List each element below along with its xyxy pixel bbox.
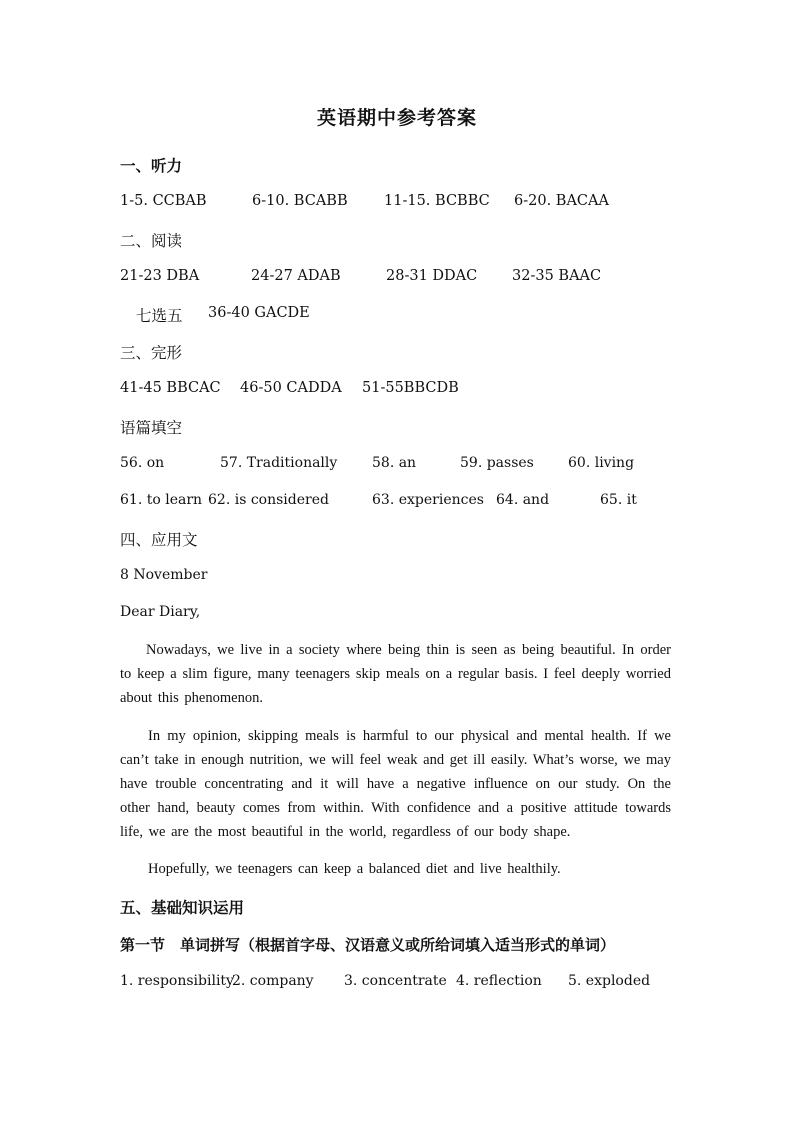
listening-answers-row (0, 193, 794, 215)
fill-answer: 56. on (120, 455, 165, 471)
spelling-answer: 3. concentrate (344, 973, 447, 989)
letter-date: 8 November (120, 567, 208, 583)
fill-answer: 64. and (496, 492, 550, 508)
heading-part1-spelling: 第一节 单词拼写（根据首字母、汉语意义或所给词填入适当形式的单词） (120, 936, 616, 954)
spelling-answer: 4. reflection (456, 973, 542, 989)
reading-answers-row (0, 268, 794, 290)
spelling-answers-row (0, 973, 794, 995)
spelling-answer: 5. exploded (568, 973, 651, 989)
reading-answer: 24-27 ADAB (251, 268, 341, 284)
heading-grammar-fill: 语篇填空 (120, 419, 183, 437)
spelling-answer: 2. company (232, 973, 314, 989)
fill-answer: 63. experiences (372, 492, 484, 508)
fill-answers-row-2 (0, 492, 794, 514)
heading-basics: 五、基础知识运用 (120, 898, 245, 917)
spelling-answer: 1. responsibility (120, 973, 234, 989)
cloze-answer: 46-50 CADDA (240, 380, 342, 396)
seven-choose-five-label: 七选五 (136, 307, 183, 325)
fill-answer: 65. it (600, 492, 637, 508)
heading-writing: 四、应用文 (120, 531, 198, 549)
cloze-answer: 41-45 BBCAC (120, 380, 221, 396)
fill-answer: 60. living (568, 455, 635, 471)
seven-choose-five-row (0, 305, 794, 327)
listening-answer: 6-10. BCABB (252, 193, 348, 209)
letter-paragraph-3: Hopefully, we teenagers can keep a balanced diet and live healthily. (148, 861, 561, 877)
reading-answer: 28-31 DDAC (386, 268, 478, 284)
heading-cloze: 三、完形 (120, 344, 183, 362)
reading-answer: 32-35 BAAC (512, 268, 602, 284)
reading-answer: 21-23 DBA (120, 268, 200, 284)
document-title: 英语期中参考答案 (316, 107, 477, 129)
listening-answer: 1-5. CCBAB (120, 193, 207, 209)
fill-answer: 59. passes (460, 455, 534, 471)
letter-paragraph-2: In my opinion, skipping meals is harmful to our physical and mental health. If we can’t take in enough nutrition, we will feel weak and get ill easily. What’s worse, we may have trouble concentrating and it will have a negative influence on our study. On the other hand, beauty comes from within. With confidence and a positive attitude towards life, we are the most beautiful in the world, regardless of our body shape. (120, 728, 671, 840)
fill-answer: 61. to learn (120, 492, 203, 508)
fill-answers-row-1 (0, 455, 794, 477)
seven-choose-five-answer: 36-40 GACDE (208, 305, 310, 321)
fill-answer: 62. is considered (208, 492, 329, 508)
fill-answer: 57. Traditionally (220, 455, 338, 471)
heading-listening: 一、听力 (120, 156, 183, 175)
fill-answer: 58. an (372, 455, 417, 471)
letter-paragraph-1: Nowadays, we live in a society where being thin is seen as being beautiful. In order to keep a slim figure, many teenagers skip meals on a regular basis. I feel deeply worried about this phenomenon. (120, 642, 671, 706)
letter-greeting: Dear Diary, (120, 604, 201, 620)
listening-answer: 6-20. BACAA (514, 193, 609, 209)
cloze-answer: 51-55BBCDB (362, 380, 459, 396)
cloze-answers-row (0, 380, 794, 402)
listening-answer: 11-15. BCBBC (384, 193, 490, 209)
heading-reading: 二、阅读 (120, 232, 183, 250)
